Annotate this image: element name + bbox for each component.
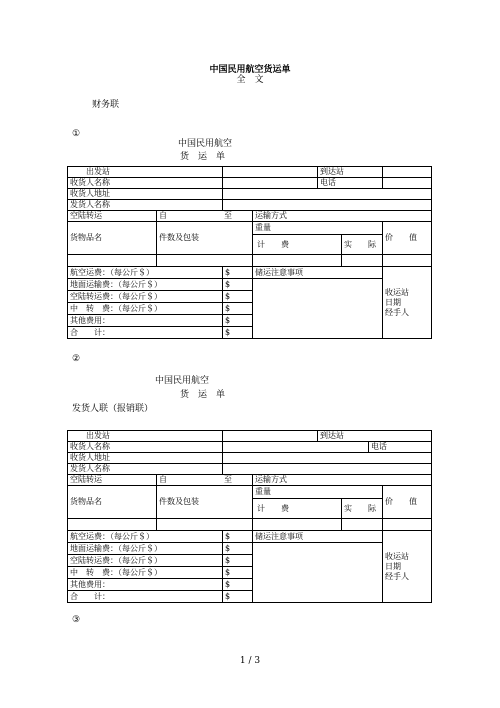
- value-label: 价 值: [383, 486, 432, 519]
- goods-name-field[interactable]: [68, 519, 157, 531]
- consignee-name-label: 收货人名称: [68, 442, 223, 453]
- total-label: 合 计：: [68, 327, 223, 339]
- transfer-fee-amount[interactable]: [223, 555, 253, 567]
- dollar-sign: $: [225, 579, 231, 589]
- dollar-sign: $: [225, 567, 231, 577]
- shipper-name-field[interactable]: [223, 464, 432, 475]
- to-label: 至: [224, 211, 232, 220]
- transit-fee-label: 中 转 费：（每公斤＄）: [68, 567, 223, 579]
- waybill-form-1: [67, 166, 432, 339]
- dollar-sign: $: [225, 291, 231, 301]
- value-field[interactable]: [383, 255, 432, 267]
- transit-fee-label: 中 转 费：（每公斤＄）: [68, 303, 223, 315]
- transit-fee-amount[interactable]: [223, 303, 253, 315]
- air-freight-label: 航空运费：（每公斤＄）: [68, 531, 223, 543]
- shipper-name-label: 发货人名称: [68, 464, 223, 475]
- billed-label: 计 费: [253, 499, 342, 519]
- origin-field[interactable]: [223, 167, 318, 178]
- from-to-field[interactable]: [157, 475, 253, 486]
- dollar-sign: $: [225, 591, 231, 601]
- goods-name-field[interactable]: [68, 255, 157, 267]
- air-freight-amount[interactable]: [223, 531, 253, 543]
- pieces-field[interactable]: [157, 255, 253, 267]
- receiving-station-label: 收运站: [385, 287, 409, 297]
- total-label: 合 计：: [68, 591, 223, 603]
- transport-mode-label: 运输方式: [253, 211, 432, 222]
- actual-label: 实 际: [342, 235, 383, 255]
- document-subtitle: 全 文: [236, 75, 264, 85]
- phone-field[interactable]: [383, 178, 432, 189]
- transfer-fee-label: 空陆转运费：（每公斤＄）: [68, 555, 223, 567]
- destination-label: 到达站: [318, 431, 432, 442]
- section-marker-3: ③: [72, 615, 81, 625]
- form2-header-line2: 货 运 单: [180, 390, 226, 400]
- weight-label: 重量: [253, 486, 383, 499]
- actual-weight-field[interactable]: [342, 255, 383, 267]
- pieces-packing-label: 件数及包装: [157, 222, 253, 255]
- consignee-name-field[interactable]: [223, 442, 369, 453]
- section-marker-2: ②: [72, 354, 81, 364]
- form2-header-line1: 中国民用航空: [155, 376, 210, 386]
- transport-mode-label: 运输方式: [253, 475, 432, 486]
- waybill-form-2: [67, 430, 432, 603]
- origin-field[interactable]: [223, 431, 318, 442]
- destination-field[interactable]: [383, 167, 432, 178]
- from-label: 自: [159, 211, 167, 220]
- total-amount[interactable]: [223, 327, 253, 339]
- dollar-sign: $: [225, 327, 231, 337]
- pieces-field[interactable]: [157, 519, 253, 531]
- from-to-field[interactable]: [157, 211, 253, 222]
- dollar-sign: $: [225, 279, 231, 289]
- other-fees-amount[interactable]: [223, 579, 253, 591]
- ground-freight-label: 地面运输费：（每公斤＄）: [68, 279, 223, 291]
- transfer-fee-amount[interactable]: [223, 291, 253, 303]
- origin-label: 出发站: [68, 431, 223, 442]
- date-label: 日期: [385, 297, 401, 307]
- goods-name-label: 货物品名: [68, 486, 157, 519]
- from-label: 自: [159, 475, 167, 484]
- shipper-name-label: 发货人名称: [68, 200, 223, 211]
- ground-freight-label: 地面运输费：（每公斤＄）: [68, 543, 223, 555]
- billed-weight-field[interactable]: [253, 255, 342, 267]
- form2-copy-label: 发货人联（报销联）: [72, 404, 154, 414]
- date-label: 日期: [385, 561, 401, 571]
- shipper-name-field[interactable]: [223, 200, 432, 211]
- goods-name-label: 货物品名: [68, 222, 157, 255]
- receiving-station-label: 收运站: [385, 551, 409, 561]
- section-marker-1: ①: [72, 129, 81, 139]
- storage-notes-label: 储运注意事项: [253, 267, 383, 279]
- destination-label: 到达站: [318, 167, 383, 178]
- total-amount[interactable]: [223, 591, 253, 603]
- storage-notes-field[interactable]: [253, 543, 383, 603]
- transfer-fee-label: 空陆转运费：（每公斤＄）: [68, 291, 223, 303]
- actual-weight-field[interactable]: [342, 519, 383, 531]
- actual-label: 实 际: [342, 499, 383, 519]
- consignee-address-label: 收货人地址: [68, 189, 223, 200]
- to-label: 至: [224, 475, 232, 484]
- consignee-address-label: 收货人地址: [68, 453, 223, 464]
- consignee-address-field[interactable]: [223, 453, 432, 464]
- form1-header-line1: 中国民用航空: [178, 139, 233, 149]
- consignee-address-field[interactable]: [223, 189, 432, 200]
- dollar-sign: $: [225, 543, 231, 553]
- other-fees-label: 其他费用：: [68, 579, 223, 591]
- air-freight-amount[interactable]: [223, 267, 253, 279]
- dollar-sign: $: [225, 315, 231, 325]
- storage-notes-field[interactable]: [253, 279, 383, 339]
- air-freight-label: 航空运费：（每公斤＄）: [68, 267, 223, 279]
- consignee-name-field[interactable]: [223, 178, 318, 189]
- document-title: 中国民用航空货运单: [209, 65, 291, 75]
- receiving-station-cell: [383, 531, 432, 603]
- handler-label: 经手人: [385, 307, 409, 317]
- storage-notes-label: 储运注意事项: [253, 531, 383, 543]
- weight-label: 重量: [253, 222, 383, 235]
- billed-weight-field[interactable]: [253, 519, 342, 531]
- billed-label: 计 费: [253, 235, 342, 255]
- other-fees-amount[interactable]: [223, 315, 253, 327]
- phone-label: 电话: [369, 442, 432, 453]
- air-land-transfer-label: 空陆转运: [68, 475, 157, 486]
- receiving-station-cell: [383, 267, 432, 339]
- value-field[interactable]: [383, 519, 432, 531]
- dollar-sign: $: [225, 303, 231, 313]
- ground-freight-amount[interactable]: [223, 279, 253, 291]
- value-label: 价 值: [383, 222, 432, 255]
- transit-fee-amount[interactable]: [223, 567, 253, 579]
- handler-label: 经手人: [385, 571, 409, 581]
- pieces-packing-label: 件数及包装: [157, 486, 253, 519]
- dollar-sign: $: [225, 267, 231, 277]
- consignee-name-label: 收货人名称: [68, 178, 223, 189]
- dollar-sign: $: [225, 531, 231, 541]
- page-number: 1 / 3: [239, 656, 261, 666]
- origin-label: 出发站: [68, 167, 223, 178]
- phone-label: 电话: [318, 178, 383, 189]
- dollar-sign: $: [225, 555, 231, 565]
- form1-header-line2: 货 运 单: [180, 152, 226, 162]
- other-fees-label: 其他费用：: [68, 315, 223, 327]
- ground-freight-amount[interactable]: [223, 543, 253, 555]
- air-land-transfer-label: 空陆转运: [68, 211, 157, 222]
- section-finance: 财务联: [92, 100, 120, 110]
